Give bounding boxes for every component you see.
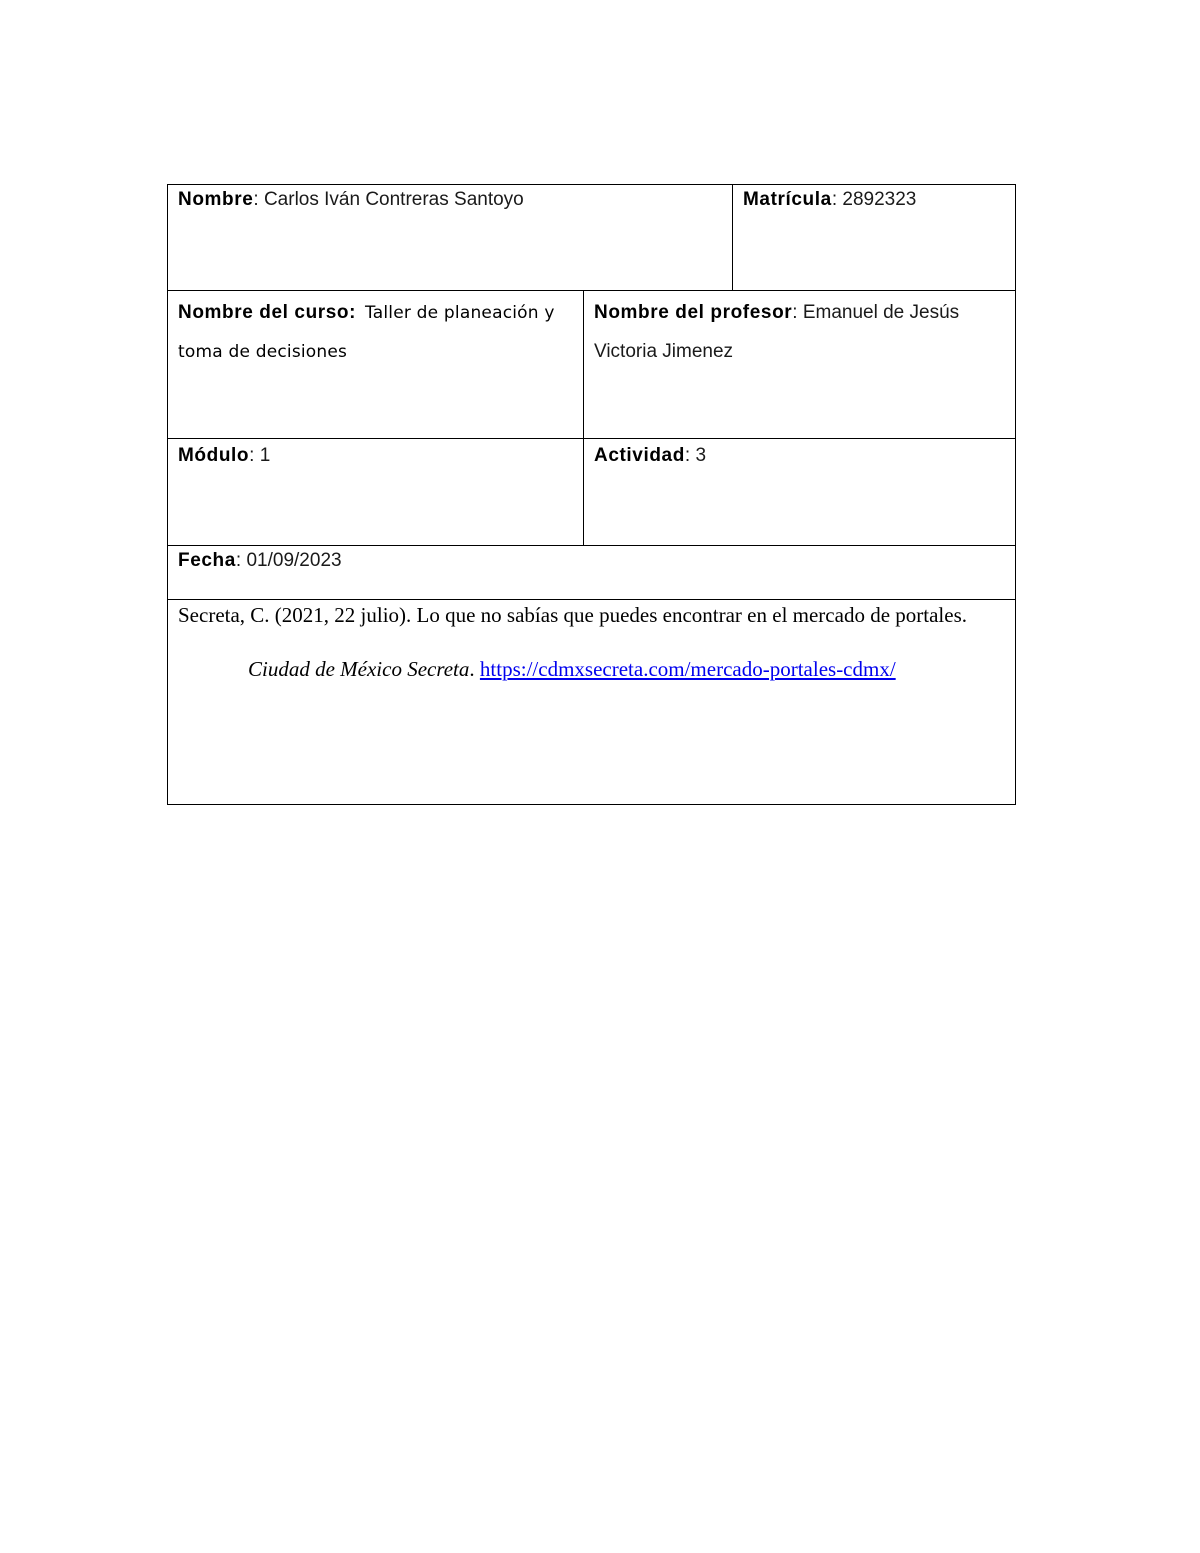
course-name-cell [168, 291, 584, 439]
reference-cell [168, 600, 1016, 805]
module-cell [168, 439, 584, 546]
reference-row [168, 600, 1016, 805]
reference-text: Secreta, C. (2021, 22 julio). Lo que no sabías que puedes encontrar en el mercado de portales. [178, 603, 967, 627]
student-name-value: Carlos Iván Contreras Santoyo [263, 189, 524, 210]
professor-value: Emanuel de Jesús Victoria Jimenez [594, 302, 960, 362]
student-row [168, 185, 1016, 291]
date-label: Fecha [178, 550, 236, 571]
professor-cell [584, 291, 1016, 439]
course-name-label: Nombre del curso: [178, 302, 357, 323]
course-row [168, 291, 1016, 439]
activity-cell [584, 439, 1016, 546]
activity-label: Actividad [594, 445, 685, 466]
student-id-value: 2892323 [842, 189, 917, 210]
student-id-separator: : [831, 189, 843, 210]
student-id-cell [733, 185, 1016, 291]
professor-separator: : [792, 302, 803, 323]
date-value: 01/09/2023 [246, 550, 342, 571]
course-name-value: Taller de planeación y toma de decisiones [178, 303, 555, 362]
module-label: Módulo [178, 445, 250, 466]
module-value: 1 [259, 445, 271, 466]
student-name-label: Nombre [178, 189, 254, 210]
reference-link[interactable]: https://cdmxsecreta.com/mercado-portales-cdmx/ [479, 657, 896, 681]
cover-info-table [167, 184, 1016, 805]
professor-label: Nombre del profesor [594, 302, 793, 323]
student-name-separator: : [253, 189, 264, 210]
student-id-label: Matrícula [743, 189, 832, 210]
reference-journal: Ciudad de México Secreta [248, 657, 470, 681]
module-separator: : [249, 445, 260, 466]
date-separator: : [235, 550, 247, 571]
activity-value: 3 [695, 445, 707, 466]
module-row [168, 439, 1016, 546]
reference-citation [178, 588, 1005, 696]
student-name-cell [168, 185, 733, 291]
activity-separator: : [684, 445, 696, 466]
reference-punctuation: . [469, 657, 480, 681]
